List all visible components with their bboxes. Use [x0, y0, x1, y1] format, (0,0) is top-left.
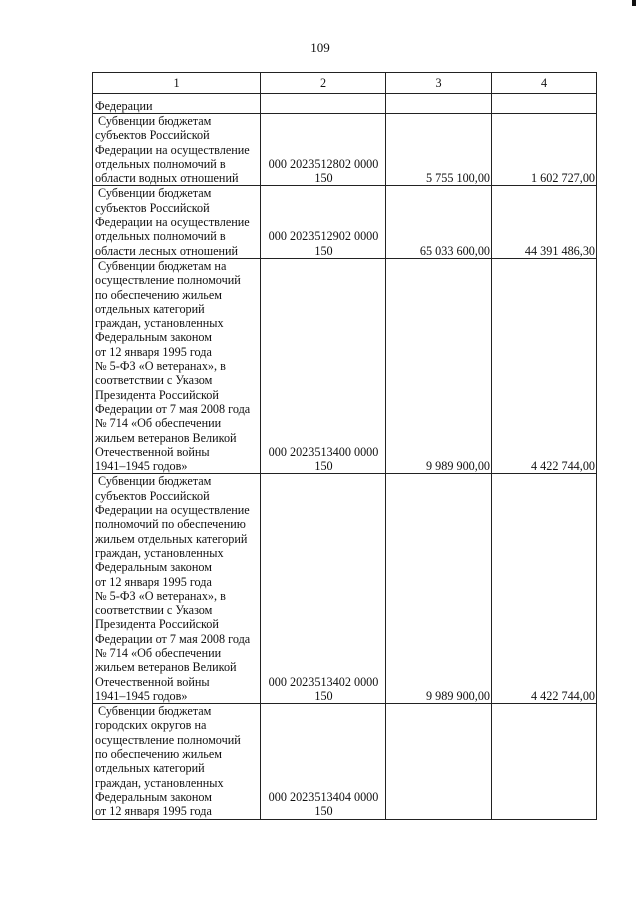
row-amount-planned: 65 033 600,00	[386, 186, 492, 258]
row-name: Субвенции бюджетам субъектов Российской Федерации на осуществление отдельных полномочий в области лесных отношений	[93, 186, 261, 258]
table-row	[93, 704, 597, 819]
row-amount-planned	[386, 94, 492, 114]
table-row	[93, 94, 597, 114]
row-amount-executed: 4 422 744,00	[492, 474, 597, 704]
row-amount-executed: 44 391 486,30	[492, 186, 597, 258]
table-row	[93, 474, 597, 704]
row-name: Субвенции бюджетам на осуществление полномочий по обеспечению жильем отдельных категорий граждан, установленных Федеральным законом от 12 января 1995 года № 5-ФЗ «О ветеранах», в соответствии с Указом Президента Российской Федерации от 7 мая 2008 года № 714 «Об обеспечении жильем ветеранов Великой Отечественной войны 1941–1945 годов»	[93, 258, 261, 473]
column-header-4: 4	[492, 73, 597, 94]
row-amount-executed: 1 602 727,00	[492, 114, 597, 186]
column-header-3: 3	[386, 73, 492, 94]
row-amount-executed	[492, 704, 597, 819]
row-name: Субвенции бюджетам субъектов Российской Федерации на осуществление отдельных полномочий в области водных отношений	[93, 114, 261, 186]
row-code: 000 2023513400 0000 150	[261, 258, 386, 473]
page-number: 109	[310, 40, 330, 55]
column-header-1: 1	[93, 73, 261, 94]
row-code: 000 2023512802 0000 150	[261, 114, 386, 186]
table-row	[93, 114, 597, 186]
row-amount-executed	[492, 94, 597, 114]
row-name: Субвенции бюджетам субъектов Российской Федерации на осуществление полномочий по обеспечению жильем отдельных категорий граждан, установленных Федеральным законом от 12 января 1995 года № 5-ФЗ «О ветеранах», в соответствии с Указом Президента Российской Федерации от 7 мая 2008 года № 714 «Об обеспечении жильем ветеранов Великой Отечественной войны 1941–1945 годов»	[93, 474, 261, 704]
column-header-2: 2	[261, 73, 386, 94]
row-name: Федерации	[93, 94, 261, 114]
row-amount-executed: 4 422 744,00	[492, 258, 597, 473]
row-name: Субвенции бюджетам городских округов на осуществление полномочий по обеспечению жильем отдельных категорий граждан, установленных Федеральным законом от 12 января 1995 года	[93, 704, 261, 819]
table-row	[93, 186, 597, 258]
table-row	[93, 258, 597, 473]
row-code: 000 2023513402 0000 150	[261, 474, 386, 704]
table-header-row	[93, 73, 597, 94]
row-amount-planned: 9 989 900,00	[386, 474, 492, 704]
row-code: 000 2023513404 0000 150	[261, 704, 386, 819]
budget-table	[92, 72, 597, 820]
row-amount-planned	[386, 704, 492, 819]
row-code: 000 2023512902 0000 150	[261, 186, 386, 258]
row-amount-planned: 5 755 100,00	[386, 114, 492, 186]
corner-mark	[632, 0, 636, 6]
row-amount-planned: 9 989 900,00	[386, 258, 492, 473]
row-code	[261, 94, 386, 114]
